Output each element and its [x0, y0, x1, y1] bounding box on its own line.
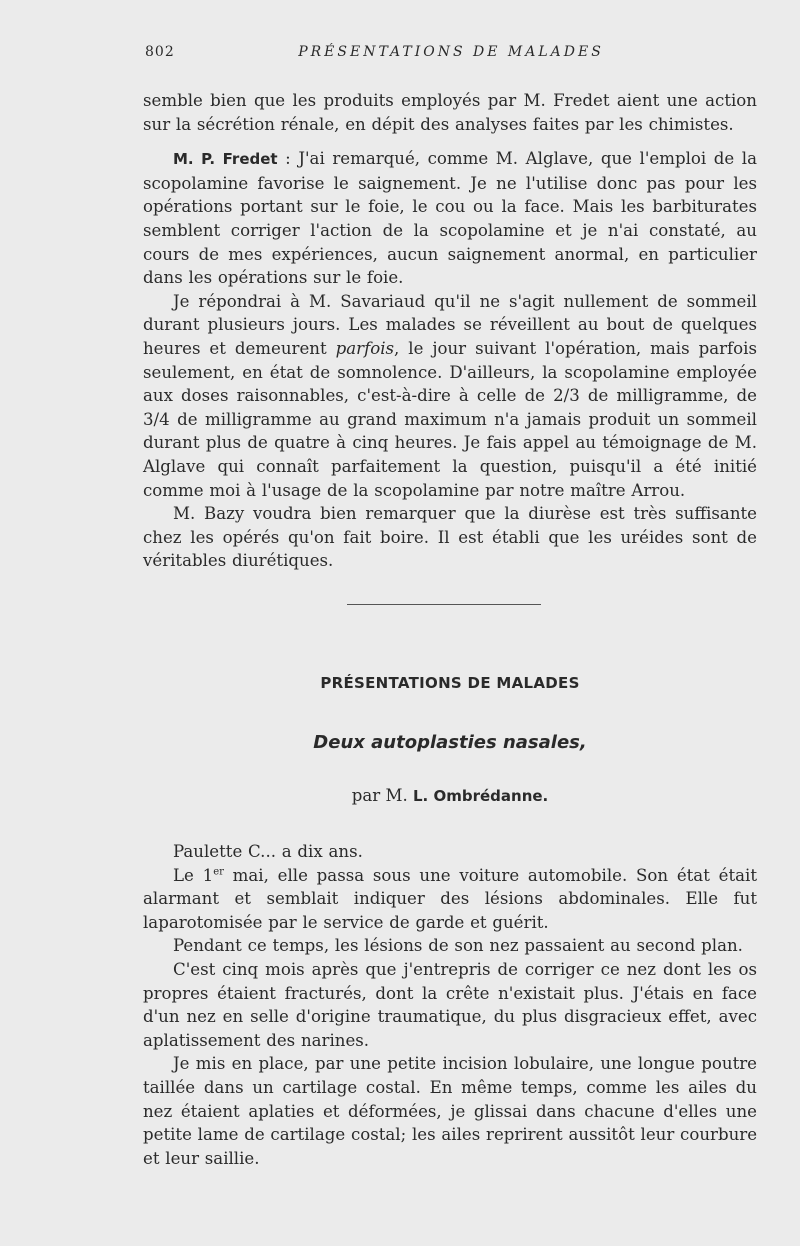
byline-prefix: par M. — [351, 786, 413, 805]
page-number: 802 — [145, 44, 175, 60]
discussion-text — [143, 89, 757, 573]
section-title: PRÉSENTATIONS DE MALADES — [320, 674, 580, 692]
paragraph-savariaud-reply — [143, 290, 757, 502]
case-paragraph-1: Paulette C... a dix ans. — [173, 842, 363, 861]
case-paragraph-2 — [143, 864, 757, 935]
case-paragraph-5: Je mis en place, par une petite incision lobulaire, une longue poutre taillée dans un cartilage costal. En même temps, comme les ailes du nez étaient aplaties et déformées, je glissai dans chacune d'elles une petite lame de cartilage costal; les ailes reprirent aussitôt leur courbure et leur saillie. — [143, 1054, 758, 1168]
byline-author: L. Ombrédanne. — [413, 787, 549, 805]
running-title: PRÉSENTATIONS DE MALADES — [298, 44, 604, 60]
case-text — [143, 840, 757, 1170]
case-paragraph-3: Pendant ce temps, les lésions de son nez passaient au second plan. — [173, 936, 743, 956]
article-title: Deux autoplasties nasales, — [313, 732, 587, 753]
reply-text-end: , le jour suivant l'opération, mais parfois seulement, en état de somnolence. D'ailleurs, la scopolamine employée aux doses raisonnables, c'est-à-dire à celle de 2/3 de milligramme, de 3/4 de milligramme au grand maximum n'a jamais produit un sommeil durant plus de quatre à cinq heures. Je fais appel au témoignage de M. Alglave qui connaît parfaitement la question, puisqu'il a été initié comme moi à l'usage de la scopolamine par notre maître Arrou. — [143, 338, 757, 500]
reply-text-start: Je répondrai à M. Savariaud qu'il ne s'agit nullement de sommeil durant plusieurs jours. Les malades se réveillent au bout de quelques heures et demeurent — [143, 291, 757, 358]
speaker-name: M. P. Fredet — [173, 150, 278, 169]
case-p2-end: mai, elle passa sous une voiture automobile. Son état était alarmant et semblait indiquer des lésions abdominales. Elle fut laparotomisée par le service de garde et guérit. — [143, 865, 757, 932]
paragraph-bazy-reply: M. Bazy voudra bien remarquer que la diurèse est très suffisante chez les opérés qu'on fait boire. Il est établi que les uréides sont de véritables diurétiques. — [143, 504, 757, 571]
paragraph-continuation: semble bien que les produits employés par M. Fredet aient une action sur la sécrétion rénale, en dépit des analyses faites par les chimistes. — [143, 91, 757, 134]
ordinal-superscript: er — [213, 866, 224, 878]
speaker-text: : J'ai remarqué, comme M. Alglave, que l'emploi de la scopolamine favorise le saignement. Je ne l'utilise donc pas pour les opérations portant sur le foie, le cou ou la face. Mais les barbiturates semblent corriger l'action de la scopolamine et je n'ai constaté, au cours de mes expériences, aucun saignement anormal, en particulier dans les opérations sur le foie. — [143, 149, 758, 288]
page-header — [145, 44, 757, 68]
paragraph-fredet — [143, 147, 757, 290]
reply-italic: parfois — [335, 338, 395, 358]
byline — [143, 786, 757, 805]
case-p2-start: Le 1 — [173, 865, 214, 885]
section-divider — [347, 604, 541, 605]
case-paragraph-4: C'est cinq mois après que j'entrepris de corriger ce nez dont les os propres étaient fracturés, dont la crête n'existait plus. J'étais en face d'un nez en selle d'origine traumatique, du plus disgracieux effet, avec aplatissement des narines. — [143, 959, 757, 1050]
